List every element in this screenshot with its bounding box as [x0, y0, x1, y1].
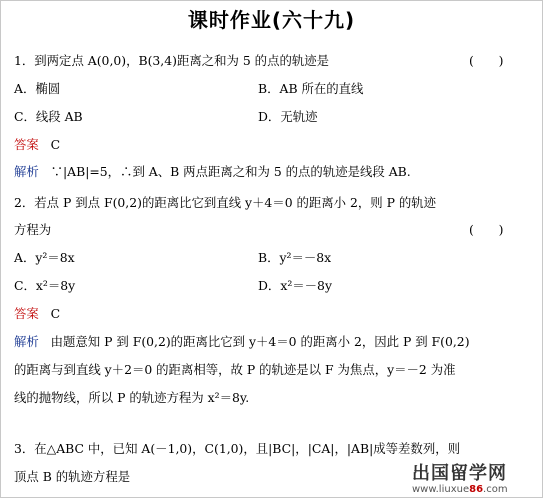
watermark-url-prefix: www.liuxue — [412, 484, 470, 495]
watermark-logo — [412, 459, 542, 495]
q2-option-c: C．x²＝8y — [14, 278, 76, 293]
q1-options-row1 — [14, 80, 535, 98]
q2-options-row1 — [14, 249, 535, 267]
q2-analysis1: 由题意知 P 到 F(0,2)的距离比它到 y＋4＝0 的距离小 2，因此 P 到 F(0,2) — [50, 334, 470, 349]
q1-options-row2 — [14, 108, 535, 126]
q2-analysis-line2 — [14, 361, 535, 379]
q1-option-b: B．AB 所在的直线 — [258, 81, 364, 96]
q1-stem: 1．到两定点 A(0,0)，B(3,4)距离之和为 5 的点的轨迹是 — [14, 53, 330, 68]
q3-stem-line1 — [14, 440, 535, 458]
q2-answer-label: 答案 — [14, 306, 39, 321]
q2-answer: C — [50, 306, 61, 321]
q2-option-b: B．y²＝－8x — [258, 250, 332, 265]
q3-stem1: 3．在△ABC 中，已知 A(－1,0)，C(1,0)，且|BC|，|CA|，|AB|成等差数列，则 — [14, 441, 460, 456]
q1-answer-line — [14, 136, 535, 154]
q2-option-d: D．x²＝－8y — [258, 278, 332, 293]
q2-stem-line2 — [14, 221, 535, 239]
q1-option-d: D．无轨迹 — [258, 109, 318, 124]
q1-answer-label: 答案 — [14, 137, 39, 152]
q2-analysis-label: 解析 — [14, 334, 39, 349]
watermark-url — [412, 484, 542, 495]
q1-answer: C — [50, 137, 61, 152]
q1-analysis-label: 解析 — [14, 164, 39, 179]
q2-option-a: A．y²＝8x — [14, 250, 75, 265]
q1-stem-line — [14, 52, 535, 70]
q2-paren: ( ) — [469, 222, 504, 237]
q1-analysis-line — [14, 163, 535, 181]
q2-analysis2: 的距离与到直线 y＋2＝0 的距离相等，故 P 的轨迹是以 F 为焦点，y＝－2 为准 — [14, 362, 456, 377]
q2-stem2: 方程为 — [14, 222, 52, 237]
page-title: 课时作业(六十九) — [187, 8, 356, 32]
watermark-title: 出国留学网 — [412, 463, 507, 484]
q2-analysis3: 线的抛物线，所以 P 的轨迹方程为 x²＝8y. — [14, 390, 250, 405]
q1-paren: ( ) — [469, 53, 504, 68]
q1-analysis: ∵|AB|=5，∴到 A、B 两点距离之和为 5 的点的轨迹是线段 AB. — [50, 164, 411, 179]
q2-stem1: 2．若点 P 到点 F(0,2)的距离比它到直线 y＋4＝0 的距离小 2，则 P 的轨迹 — [14, 195, 437, 210]
q2-analysis-line3 — [14, 389, 535, 407]
q3-stem2: 顶点 B 的轨迹方程是 — [14, 469, 131, 484]
q2-options-row2 — [14, 277, 535, 295]
q2-stem-line1 — [14, 194, 535, 212]
q1-option-a: A．椭圆 — [14, 81, 61, 96]
watermark-url-num: 86 — [469, 484, 484, 495]
q2-answer-line — [14, 305, 535, 323]
watermark-url-suffix: .com — [483, 484, 508, 495]
q2-analysis-line1 — [14, 333, 535, 351]
q1-option-c: C．线段 AB — [14, 109, 83, 124]
